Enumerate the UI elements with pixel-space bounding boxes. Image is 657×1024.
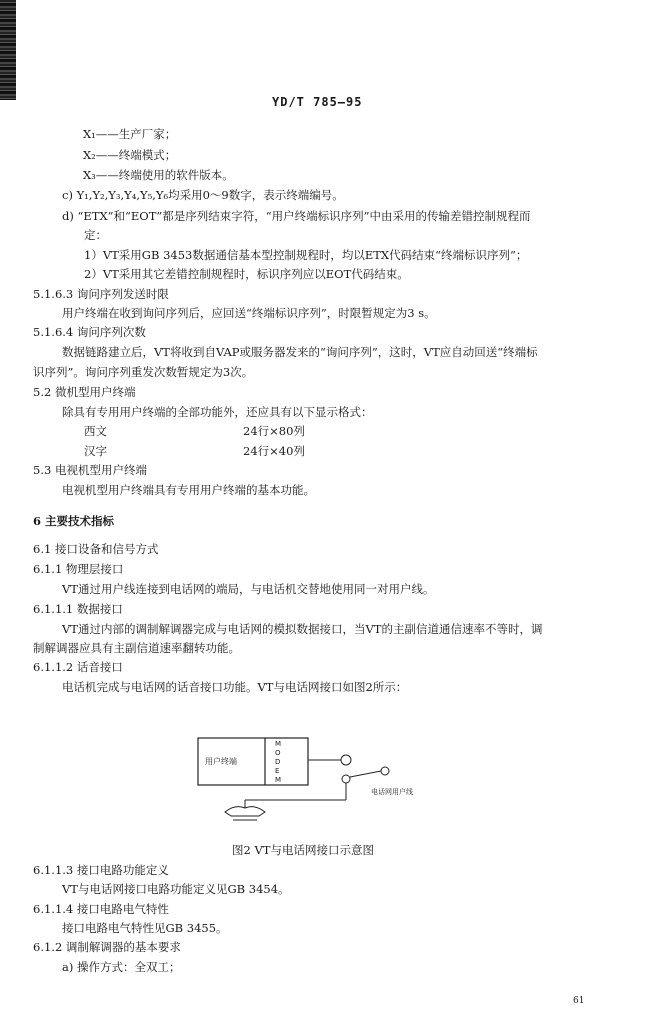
switch-node [342, 775, 350, 783]
item-c: c) Y₁,Y₂,Y₃,Y₄,Y₅,Y₆均采用0～9数字，表示终端编号。 [62, 188, 344, 202]
para-6-1-1-3: VT与电话网接口电路功能定义见GB 3454。 [62, 882, 290, 896]
item-x2: X₂——终端模式； [83, 148, 177, 162]
para-5-3: 电视机型用户终端具有专用用户终端的基本功能。 [62, 483, 315, 497]
format-chinese-value: 24行×40列 [243, 444, 305, 458]
heading-6-1-1-4: 6.1.1.4 接口电路电气特性 [33, 902, 169, 916]
figure-caption: 图2 VT与电话网接口示意图 [232, 843, 374, 857]
para-6-1-1-4: 接口电路电气特性见GB 3455。 [62, 921, 228, 935]
figure-2-diagram [185, 730, 445, 830]
para-5-1-6-3: 用户终端在收到询问序列后，应回送“终端标识序列”，时限暂规定为3 s。 [62, 306, 436, 320]
heading-6-1: 6.1 接口设备和信号方式 [33, 542, 159, 556]
heading-5-1-6-3: 5.1.6.3 询问序列发送时限 [33, 287, 169, 301]
modem-letter-m: M [275, 740, 282, 748]
para-6-1-1-2: 电话机完成与电话网的话音接口功能。VT与电话网接口如图2所示： [62, 680, 408, 694]
modem-letter-m2: M [275, 776, 282, 784]
line-node [381, 767, 389, 775]
format-western-label: 西文 [84, 424, 107, 438]
para-6-1-1-1-b: 制解调器应具有主副信道速率翻转功能。 [33, 641, 240, 655]
para-6-1-1-1-a: VT通过内部的调制解调器完成与电话网的模拟数据接口，当VT的主副信道通信速率不等时，调 [62, 622, 543, 636]
line-label: 电话网用户线 [371, 788, 413, 796]
page-header: YD/T 785—95 [272, 95, 363, 109]
terminal-label: 用户终端 [205, 757, 237, 766]
heading-5-2: 5.2 微机型用户终端 [33, 385, 136, 399]
para-5-1-6-4-a: 数据链路建立后，VT将收到自VAP或服务器发来的“询问序列”，这时，VT应自动回送“终端标 [62, 345, 538, 359]
heading-6-1-1: 6.1.1 物理层接口 [33, 562, 124, 576]
heading-6-1-1-1: 6.1.1.1 数据接口 [33, 602, 123, 616]
heading-6-1-1-2: 6.1.1.2 话音接口 [33, 660, 123, 674]
item-d: d) “ETX”和“EOT”都是序列结束字符，“用户终端标识序列”中由采用的传输差错控制规程而 [62, 209, 531, 223]
terminal-node [341, 755, 351, 765]
heading-5-3: 5.3 电视机型用户终端 [33, 463, 147, 477]
item-x3: X₃——终端使用的软件版本。 [83, 168, 234, 182]
modem-letter-o: O [275, 749, 281, 757]
para-5-2: 除具有专用用户终端的全部功能外，还应具有以下显示格式： [62, 405, 373, 419]
modem-letter-e: E [275, 767, 280, 775]
format-western-value: 24行×80列 [243, 424, 305, 438]
heading-5-1-6-4: 5.1.6.4 询问序列次数 [33, 325, 146, 339]
item-d-2: 2）VT采用其它差错控制规程时，标识序列应以EOT代码结束。 [84, 267, 409, 281]
page-number: 61 [573, 996, 585, 1006]
heading-6-1-1-3: 6.1.1.3 接口电路功能定义 [33, 863, 169, 877]
modem-letter-d: D [275, 758, 281, 766]
scan-artifact [0, 0, 16, 100]
heading-6: 6 主要技术指标 [33, 514, 115, 528]
switch-arm [350, 771, 381, 777]
item-a: a) 操作方式：全双工； [62, 960, 181, 974]
item-x1: X₁——生产厂家； [83, 127, 177, 141]
format-chinese-label: 汉字 [84, 444, 107, 458]
telephone-icon [225, 807, 265, 816]
item-d-cont: 定： [84, 228, 107, 242]
para-5-1-6-4-b: 识序列”。询问序列重发次数暂规定为3次。 [33, 365, 254, 379]
para-6-1-1: VT通过用户线连接到电话网的端局，与电话机交替地使用同一对用户线。 [62, 582, 435, 596]
item-d-1: 1）VT采用GB 3453数据通信基本型控制规程时，均以ETX代码结束“终端标识序列”； [84, 248, 528, 262]
heading-6-1-2: 6.1.2 调制解调器的基本要求 [33, 940, 181, 954]
